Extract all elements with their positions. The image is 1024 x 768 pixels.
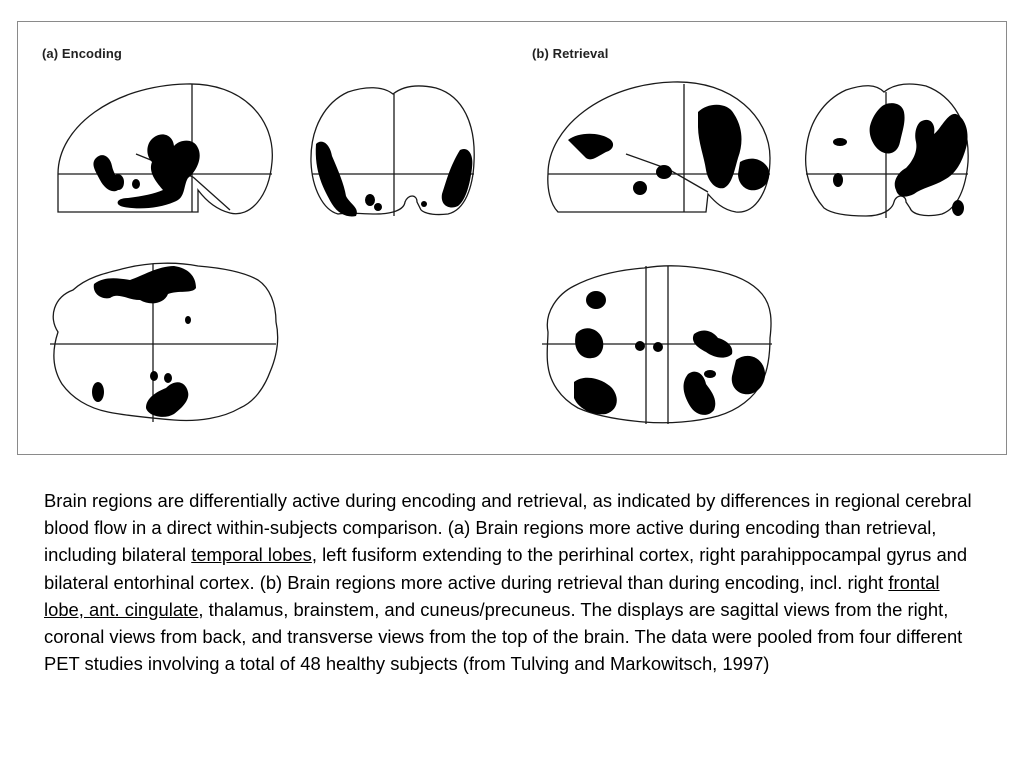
retrieval-transverse-activations <box>574 291 765 415</box>
temporal-lobes-link[interactable]: temporal lobes <box>191 544 312 566</box>
brain-activation-maps <box>18 22 1008 456</box>
retrieval-sagittal-activations <box>568 105 769 195</box>
panel-b-label: (b) Retrieval <box>532 46 609 61</box>
retrieval-coronal-activations <box>833 103 968 216</box>
encoding-transverse-activations <box>92 266 196 417</box>
caption-text-2: , left fusiform extending to the perirhinal cortex, right parahippocampal gyrus and bilateral entorhinal cortex. (b) Brain regions more active during retrieval than during encoding, incl. right <box>44 544 968 593</box>
encoding-sagittal-activations <box>93 134 199 208</box>
caption-text-3: , thalamus, brainstem, and cuneus/precuneus. The displays are sagittal views from the right, coronal views from back, and transverse views from the top of the brain. The data were pooled from four different PET studies involving a total of 48 healthy subjects (from Tulving and Markowitsch, 1997) <box>44 598 963 675</box>
panel-a-label: (a) Encoding <box>42 46 122 61</box>
figure-panel <box>17 21 1007 455</box>
frontal-lobe-link[interactable]: frontal lobe, ant. cingulate <box>44 571 940 620</box>
figure-caption <box>44 487 984 677</box>
caption-text-1: Brain regions are differentially active during encoding and retrieval, as indicated by differences in regional cerebral blood flow in a direct within-subjects comparison. (a) Brain regions more active during encoding than retrieval, including bilateral <box>44 490 972 566</box>
